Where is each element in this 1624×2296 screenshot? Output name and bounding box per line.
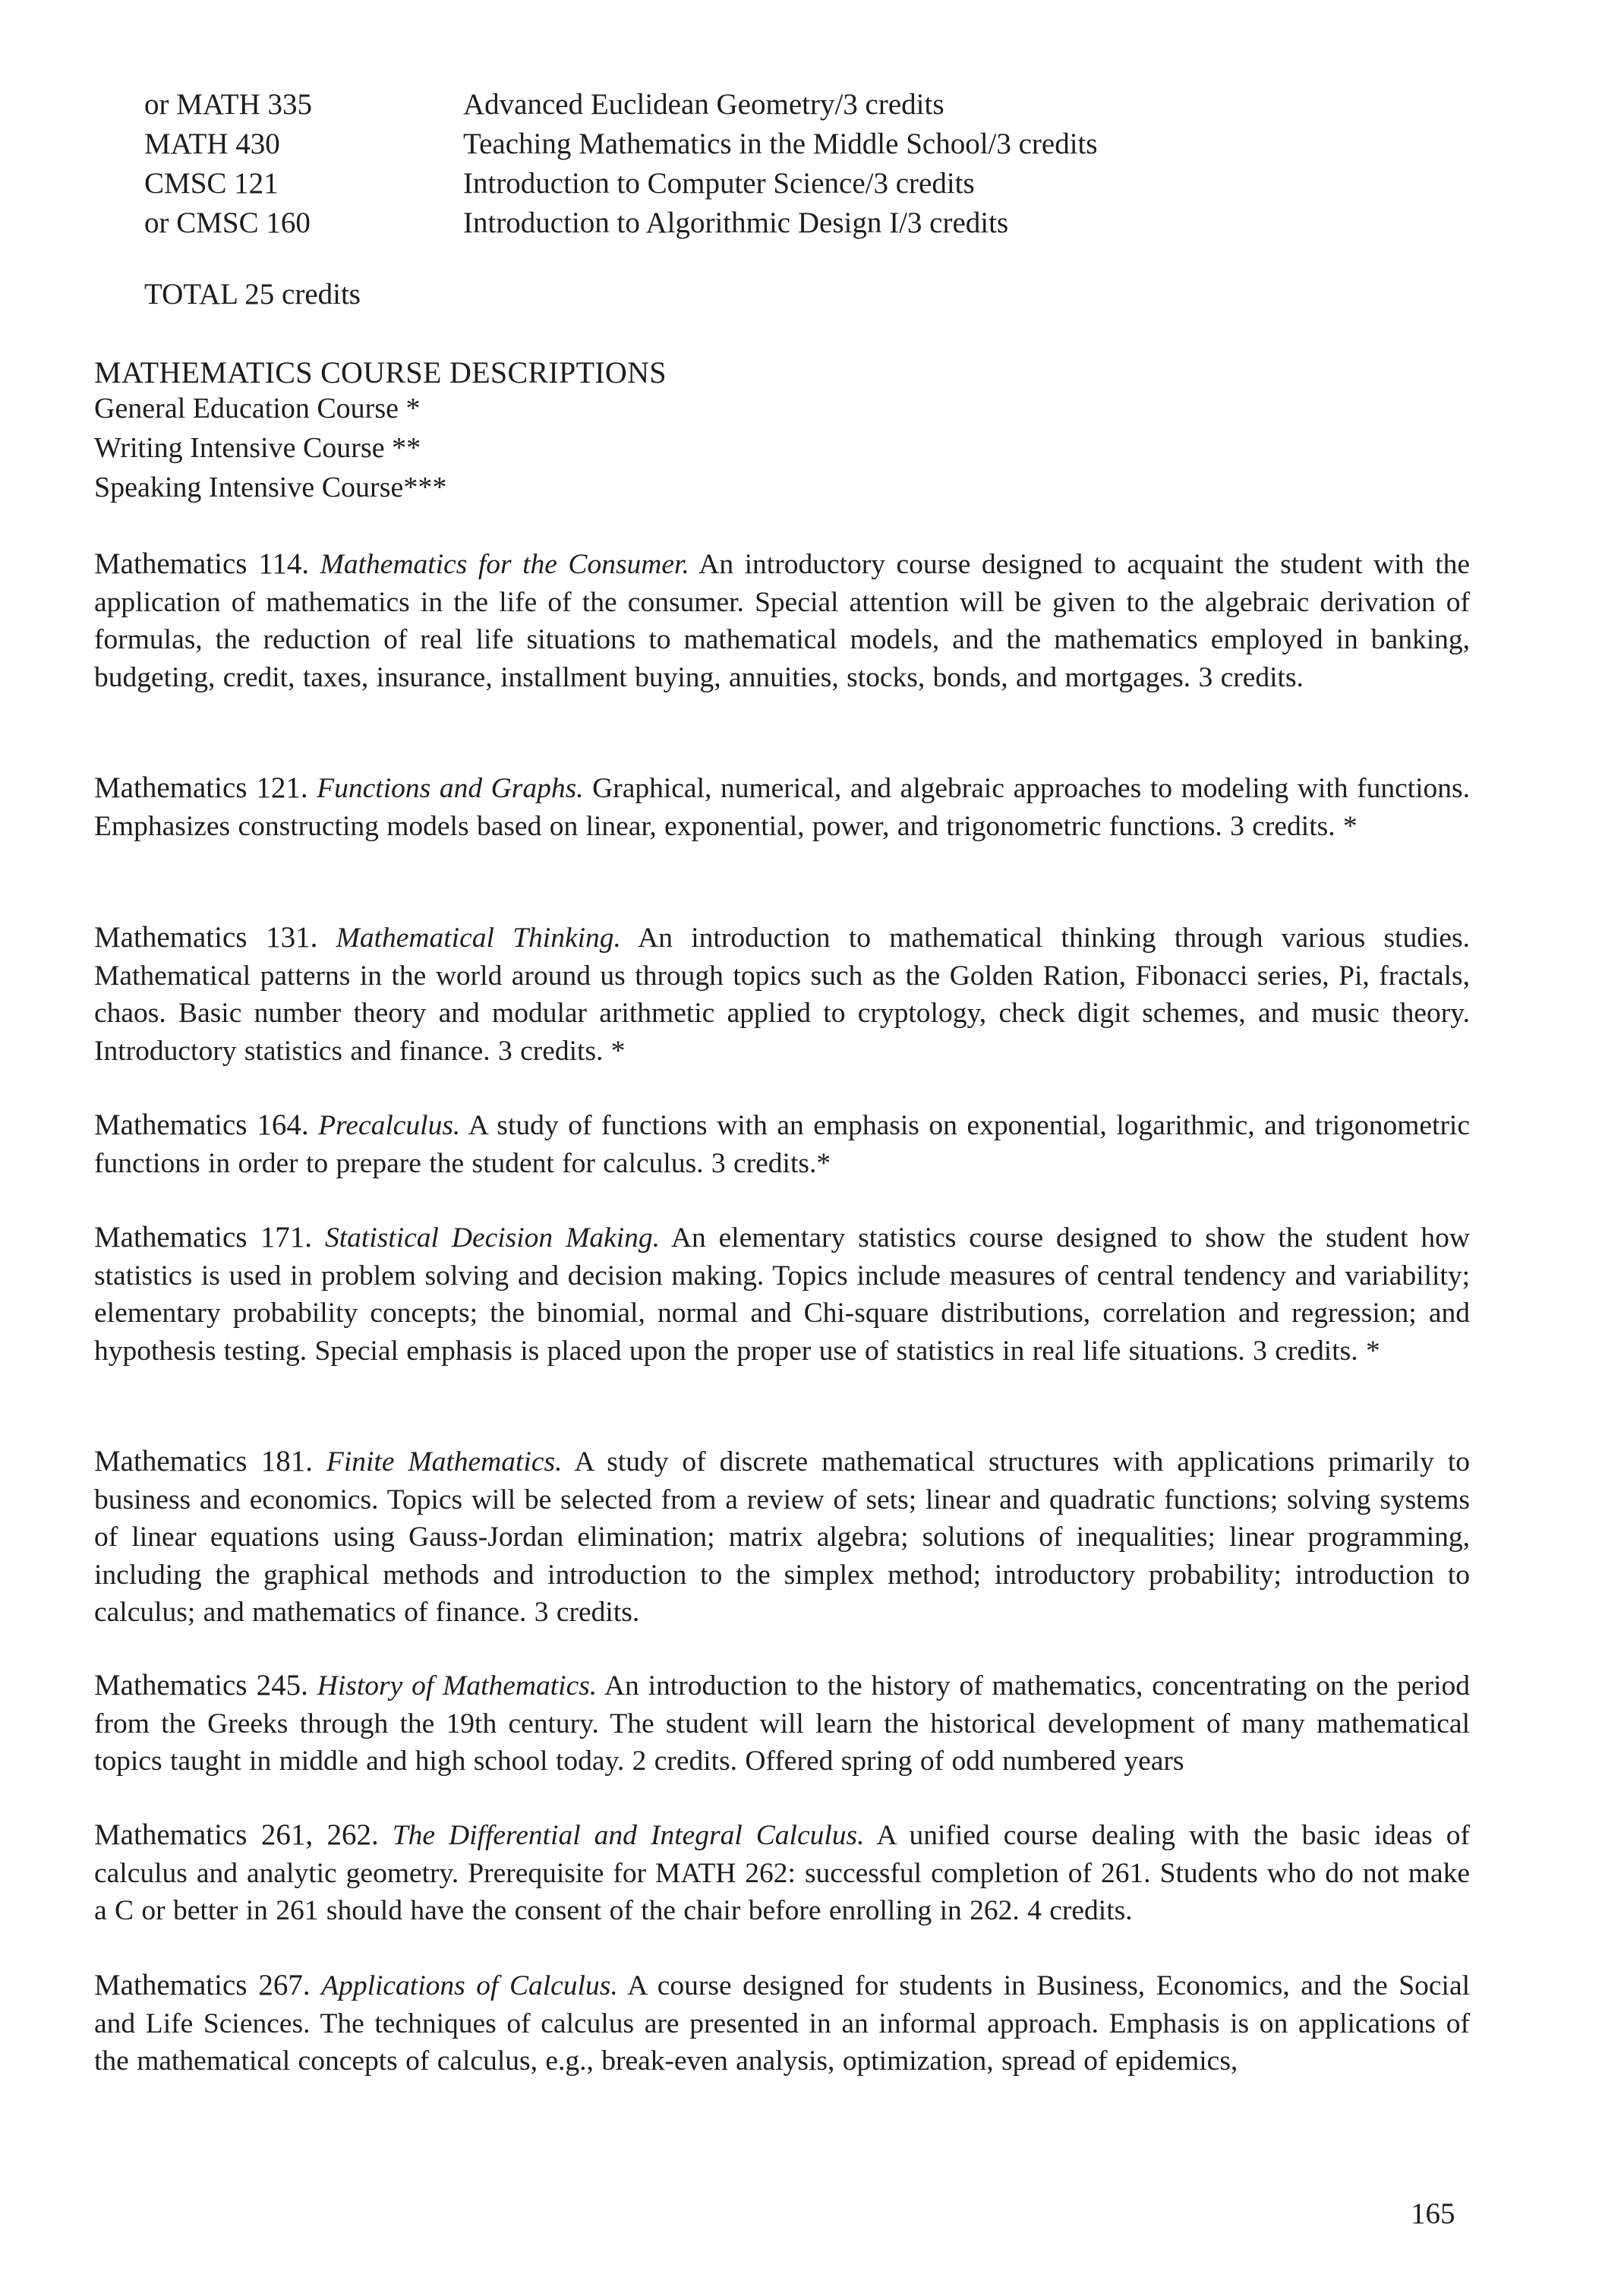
course-name: Applications of Calculus. xyxy=(321,1970,618,2001)
course-name: History of Mathematics. xyxy=(317,1670,598,1702)
course-title: Introduction to Computer Science/3 credits xyxy=(463,167,975,200)
course-body: A course designed for students in Business, Economics, and the Social and Life Sciences. The techniques of calculus are presented in an informal approach. Emphasis is on applications of the mathematical concepts of calculus, e.g., break-even analysis, optimization, spread of epidemics, xyxy=(94,1970,1471,2077)
total-credits: TOTAL 25 credits xyxy=(144,278,361,311)
course-number: Mathematics 245. xyxy=(94,1669,308,1702)
course-body: A study of functions with an emphasis on exponential, logarithmic, and trigonometric functions in order to prepare the student for calculus. 3 credits.* xyxy=(94,1110,1470,1179)
course-number: Mathematics 181. xyxy=(94,1445,313,1478)
course-body: An introduction to mathematical thinking through various studies. Mathematical patterns in the world around us through topics such as the Golden Ration, Fibonacci series, Pi, fractals, chaos. Basic number theory and modular arithmetic applied to cryptology, check digit schemes, and music theory. Introductory statistics and finance. 3 credits. * xyxy=(94,922,1470,1067)
course-number: Mathematics 171. xyxy=(94,1221,312,1254)
course-title: Introduction to Algorithmic Design I/3 credits xyxy=(463,207,1009,239)
course-number: Mathematics 164. xyxy=(94,1109,309,1141)
course-code: or MATH 335 xyxy=(144,88,312,121)
course-row xyxy=(0,164,1624,203)
course-body: An elementary statistics course designed to show the student how statistics is used in problem solving and decision making. Topics include measures of central tendency and variability; elementary probability concepts; the binomial, normal and Chi-square distributions, correlation and regression; and hypothesis testing. Special emphasis is placed upon the proper use of statistics in real life situations. 3 credits. * xyxy=(94,1222,1471,1367)
course-row xyxy=(0,203,1624,243)
course-number: Mathematics 131. xyxy=(94,921,318,954)
course-description xyxy=(94,919,1470,1070)
course-body: A unified course dealing with the basic ideas of calculus and analytic geometry. Prerequisite for MATH 262: successful completion of 261. Students who do not make a C or better in 261 should have the consent of the chair before enrolling in 262. 4 credits. xyxy=(94,1820,1471,1926)
course-description xyxy=(94,1966,1470,2080)
course-body: An introduction to the history of mathematics, concentrating on the period from the Greeks through the 19th century. The student will learn the historical development of many mathematical topics taught in middle and high school today. 2 credits. Offered spring of odd numbered years xyxy=(94,1670,1470,1777)
course-body: A study of discrete mathematical structures with applications primarily to business and economics. Topics will be selected from a review of sets; linear and quadratic functions; solving systems of linear equations using Gauss-Jordan elimination; matrix algebra; solutions of inequalities; linear programming, including the graphical methods and introduction to the simplex method; introductory probability; introduction to calculus; and mathematics of finance. 3 credits. xyxy=(94,1446,1471,1628)
section-heading: MATHEMATICS COURSE DESCRIPTIONS xyxy=(94,355,667,390)
course-description xyxy=(94,1816,1470,1930)
course-title: Advanced Euclidean Geometry/3 credits xyxy=(463,88,944,121)
course-body: An introductory course designed to acquaint the student with the application of mathematics in the life of the consumer. Special attention will be given to the algebraic derivation of formulas, the reduction of real life situations to mathematical models, and the mathematics employed in banking, budgeting, credit, taxes, insurance, installment buying, annuities, stocks, bonds, and mortgages. 3 credits. xyxy=(94,549,1471,693)
course-number: Mathematics 121. xyxy=(94,771,308,804)
course-description xyxy=(94,1106,1470,1182)
page-number: 165 xyxy=(1411,2197,1455,2230)
course-title: Teaching Mathematics in the Middle School/3 credits xyxy=(463,128,1098,160)
course-row xyxy=(0,85,1624,125)
course-number: Mathematics 114. xyxy=(94,547,310,580)
course-description xyxy=(94,1219,1470,1370)
course-name: Functions and Graphs. xyxy=(317,773,584,804)
legend-writing-intensive: Writing Intensive Course ** xyxy=(94,432,421,464)
course-description xyxy=(94,1667,1470,1780)
course-number: Mathematics 267. xyxy=(94,1969,311,2001)
course-body: Graphical, numerical, and algebraic approaches to modeling with functions. Emphasizes constructing models based on linear, exponential, power, and trigonometric functions. 3 credits. * xyxy=(94,773,1471,842)
course-name: Mathematics for the Consumer. xyxy=(320,549,689,580)
course-number: Mathematics 261, 262. xyxy=(94,1818,379,1851)
course-code: CMSC 121 xyxy=(144,167,279,200)
course-name: Mathematical Thinking. xyxy=(336,922,621,954)
legend-general-education: General Education Course * xyxy=(94,393,421,424)
course-name: Finite Mathematics. xyxy=(326,1446,563,1478)
course-name: Precalculus. xyxy=(318,1110,461,1141)
legend-speaking-intensive: Speaking Intensive Course*** xyxy=(94,472,447,503)
course-row xyxy=(0,125,1624,164)
course-description xyxy=(94,545,1470,696)
course-description xyxy=(94,769,1470,845)
course-code: MATH 430 xyxy=(144,128,280,160)
course-name: The Differential and Integral Calculus. xyxy=(392,1820,865,1851)
course-code: or CMSC 160 xyxy=(144,207,311,239)
course-name: Statistical Decision Making. xyxy=(324,1222,661,1254)
course-description xyxy=(94,1443,1470,1632)
